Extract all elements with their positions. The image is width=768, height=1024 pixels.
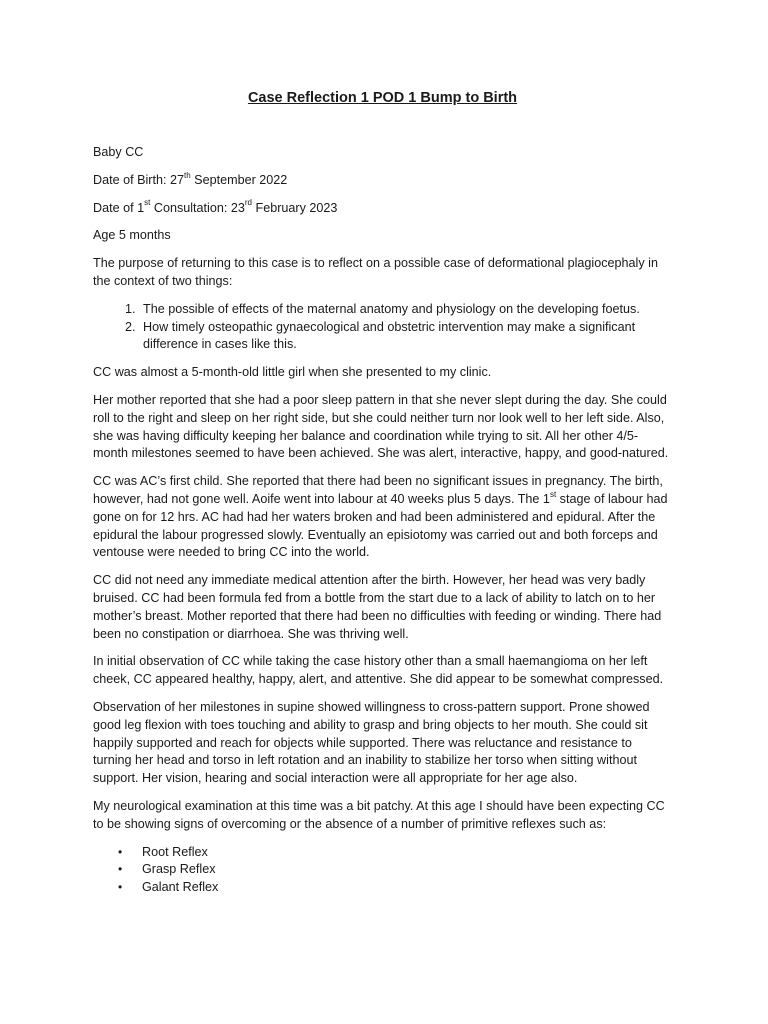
- reflex-list: [93, 844, 672, 897]
- list-item: [118, 861, 672, 879]
- consult-day: 23: [230, 200, 245, 215]
- patient-age: Age 5 months: [93, 228, 171, 243]
- consultation-date: [93, 200, 672, 218]
- dob-suffix: th: [184, 170, 191, 180]
- birth-text-post: stage of labour had gone on for 12 hrs. AC had had her waters broken and had been administered and epidural. After the epidural the labour progressed slowly. Eventually an episiotomy was carried out and both forceps and ventouse were needed to bring CC into the world.: [93, 491, 668, 560]
- list-item: [118, 844, 672, 862]
- consult-day-suffix: rd: [244, 198, 252, 208]
- paragraph-history: Her mother reported that she had a poor sleep pattern in that she never slept during the day. She could roll to the right and sleep on her right side, but she could neither turn nor look well to her left side. Also, she was having difficulty keeping her balance and coordination while trying to sit. All her other 4/5-month milestones seemed to have been achieved. She was alert, interactive, happy, and good-natured.: [93, 392, 669, 461]
- dob-label: Date of Birth:: [93, 172, 170, 187]
- reflex-label: Galant Reflex: [142, 880, 219, 895]
- consult-label-post: Consultation:: [150, 200, 231, 215]
- paragraph-neurological: My neurological examination at this time was a bit patchy. At this age I should have been expecting CC to be showing signs of overcoming or the absence of a number of primitive reflexes such as:: [93, 798, 665, 831]
- bullet-icon: •: [118, 862, 123, 877]
- bullet-icon: •: [118, 880, 123, 895]
- bullet-icon: •: [118, 844, 123, 859]
- dob-day: 27: [170, 172, 185, 187]
- birth-text-pre: CC was AC’s first child. She reported that there had been no significant issues in pregnancy. The birth, however, had not gone well. Aoife went into labour at 40 weeks plus 5 days. The 1: [93, 474, 663, 506]
- patient-name: Baby CC: [93, 145, 144, 159]
- birth-stage-suffix: st: [549, 489, 557, 499]
- paragraph-birth: [93, 473, 672, 562]
- paragraph-observation: In initial observation of CC while taking the case history other than a small haemangioma on her left cheek, CC appeared healthy, happy, alert, and attentive. She did appear to be somewhat compressed.: [93, 654, 664, 687]
- consult-label-pre: Date of 1: [93, 200, 145, 215]
- purpose-list: [93, 301, 672, 354]
- reflex-label: Grasp Reflex: [142, 862, 216, 877]
- list-item: 2. How timely osteopathic gynaecological and obstetric intervention may make a significant difference in cases like this.: [139, 319, 672, 355]
- paragraph-postnatal: CC did not need any immediate medical attention after the birth. However, her head was very badly bruised. CC had been formula fed from a bottle from the start due to a lack of ability to latch on to her mother’s breast. Mother reported that there had been no difficulties with feeding or winding. There had been no constipation or diarrhoea. She was thriving well.: [93, 573, 662, 641]
- paragraph-milestones: Observation of her milestones in supine showed willingness to cross-pattern support. Prone showed good leg flexion with toes touching and ability to grasp and bring objects to her mouth. She could sit happily supported and reach for objects while supported. There was reluctance and resistance to turning her head and torso in left rotation and an inability to stabilize her torso when sitting without support. Her vision, hearing and social interaction were all appropriate for her age also.: [93, 699, 650, 786]
- date-of-birth: [93, 172, 672, 190]
- reflex-label: Root Reflex: [142, 844, 208, 859]
- consult-rest: February 2023: [252, 200, 338, 215]
- list-item: [118, 879, 672, 897]
- dob-rest: September 2022: [190, 172, 288, 187]
- paragraph-presentation: CC was almost a 5-month-old little girl when she presented to my clinic.: [93, 365, 492, 380]
- consult-label-suffix: st: [144, 198, 151, 208]
- list-item: 1. The possible of effects of the maternal anatomy and physiology on the developing foetus.: [139, 301, 672, 319]
- document-title: Case Reflection 1 POD 1 Bump to Birth: [247, 90, 518, 106]
- purpose-paragraph: The purpose of returning to this case is to reflect on a possible case of deformational plagiocephaly in the context of two things:: [93, 256, 658, 288]
